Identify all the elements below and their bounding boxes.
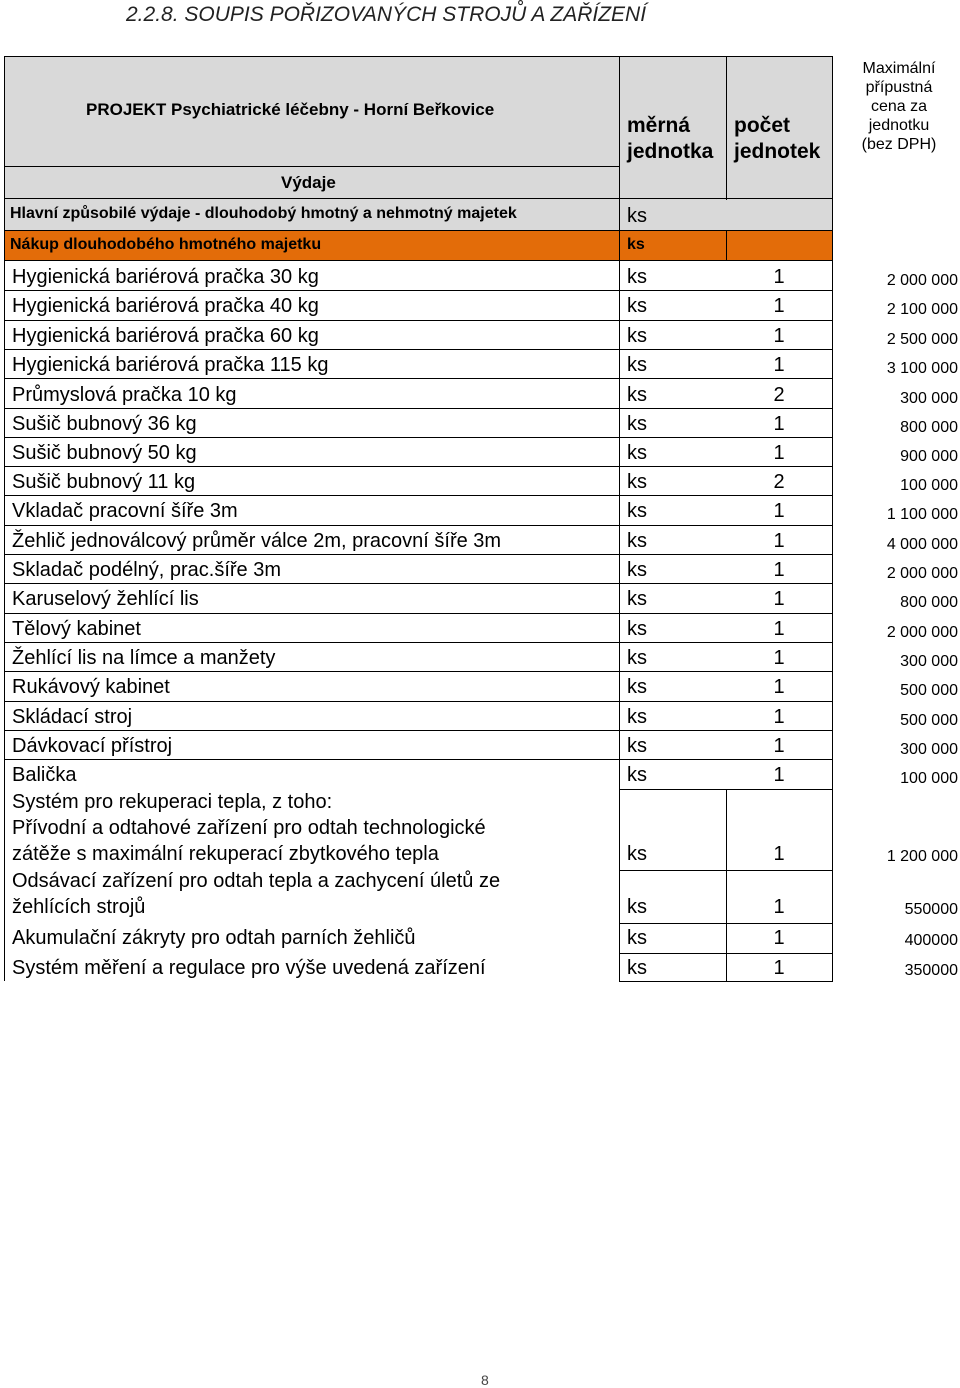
grid-line	[619, 981, 833, 982]
grid-line	[4, 290, 833, 291]
table-row-price: 300 000	[900, 653, 958, 670]
table-row-price: 900 000	[900, 448, 958, 465]
table-row-count: 1	[773, 413, 785, 435]
table-row-unit: ks	[627, 588, 647, 610]
grid-line	[4, 671, 833, 672]
table-row-unit: ks	[627, 413, 647, 435]
table-row-unit: ks	[627, 500, 647, 522]
table-row-unit: ks	[627, 618, 647, 640]
table-row-price: 500 000	[900, 712, 958, 729]
table-row-unit: ks	[627, 676, 647, 698]
table-row-name: Balička	[12, 764, 77, 786]
recovery-price: 1 200 000	[886, 848, 958, 865]
table-row-unit: ks	[627, 354, 647, 376]
table-row-price: 300 000	[900, 390, 958, 407]
grid-line	[4, 230, 833, 231]
table-row-name: Průmyslová pračka 10 kg	[12, 384, 237, 406]
table-row-count: 1	[773, 957, 785, 979]
grid-line	[4, 378, 833, 379]
grid-line	[726, 230, 727, 260]
recovery-unit: ks	[627, 896, 647, 918]
grid-line	[4, 613, 833, 614]
table-row-unit: ks	[627, 384, 647, 406]
recovery-line: zátěže s maximální rekuperací zbytkového tepla	[12, 843, 439, 865]
table-row-unit: ks	[627, 706, 647, 728]
price-header-line: (bez DPH)	[861, 136, 937, 153]
table-row-price: 300 000	[900, 741, 958, 758]
grid-line	[4, 495, 833, 496]
table-row-name: Karuselový žehlící lis	[12, 588, 199, 610]
price-header-line: jednotku	[868, 117, 930, 134]
table-row-count: 2	[773, 384, 785, 406]
grid-line	[832, 56, 833, 260]
grid-line	[4, 730, 833, 731]
table-row-unit: ks	[627, 735, 647, 757]
grid-line	[4, 583, 833, 584]
grid-line	[619, 56, 620, 981]
grid-line	[4, 525, 833, 526]
table-row-name: Skladač podélný, prac.šíře 3m	[12, 559, 282, 581]
grid-line	[4, 554, 833, 555]
grid-line	[4, 408, 833, 409]
table-row-unit: ks	[627, 957, 647, 979]
table-row-count: 1	[773, 559, 785, 581]
table-row-name: Žehlící lis na límce a manžety	[12, 647, 276, 669]
main-expense-label: Hlavní způsobilé výdaje - dlouhodobý hmotný a nehmotný majetek	[10, 205, 517, 222]
table-row-name: Rukávový kabinet	[12, 676, 170, 698]
table-row-count: 1	[773, 442, 785, 464]
grid-line	[4, 56, 5, 260]
table-row-name: Hygienická bariérová pračka 115 kg	[12, 354, 329, 376]
project-title: PROJEKT Psychiatrické léčebny - Horní Beřkovice	[86, 100, 495, 119]
table-row-name: Skládací stroj	[12, 706, 133, 728]
table-row-count: 2	[773, 471, 785, 493]
purchase-unit: ks	[627, 236, 645, 253]
table-row-price: 3 100 000	[886, 360, 958, 377]
recovery-unit: ks	[627, 843, 647, 865]
table-row-name: Akumulační zákryty pro odtah parních žehličů	[12, 927, 416, 949]
table-row-name: Žehlič jednoválcový průměr válce 2m, pracovní šíře 3m	[12, 530, 502, 552]
grid-line	[4, 166, 619, 167]
section-heading: 2.2.8. SOUPIS POŘIZOVANÝCH STROJŮ A ZAŘÍZENÍ	[126, 3, 647, 26]
price-header-line: Maximální	[862, 60, 936, 77]
table-row-unit: ks	[627, 442, 647, 464]
table-row-count: 1	[773, 706, 785, 728]
grid-line	[4, 701, 833, 702]
table-row-count: 1	[773, 764, 785, 786]
table-row-count: 1	[773, 354, 785, 376]
table-row-name: Sušič bubnový 36 kg	[12, 413, 197, 435]
table-row-name: Dávkovací přístroj	[12, 735, 173, 757]
table-row-unit: ks	[627, 266, 647, 288]
table-row-price: 1 100 000	[886, 506, 958, 523]
table-row-name: Tělový kabinet	[12, 618, 141, 640]
recovery-count: 1	[773, 896, 785, 918]
price-header-line: cena za	[870, 98, 928, 115]
table-row-price: 800 000	[900, 594, 958, 611]
table-row-unit: ks	[627, 295, 647, 317]
grid-line	[4, 260, 5, 981]
table-row-unit: ks	[627, 325, 647, 347]
table-row-name: Hygienická bariérová pračka 40 kg	[12, 295, 319, 317]
recovery-count: 1	[773, 843, 785, 865]
table-row-name: Hygienická bariérová pračka 60 kg	[12, 325, 319, 347]
table-row-price: 4 000 000	[886, 536, 958, 553]
table-row-unit: ks	[627, 764, 647, 786]
table-row-count: 1	[773, 266, 785, 288]
price-header	[840, 58, 958, 156]
table-row-count: 1	[773, 530, 785, 552]
table-row-count: 1	[773, 500, 785, 522]
grid-line	[4, 759, 833, 760]
purchase-label: Nákup dlouhodobého hmotného majetku	[10, 236, 322, 253]
table-row-unit: ks	[627, 530, 647, 552]
table-row-price: 500 000	[900, 682, 958, 699]
grid-line	[4, 349, 833, 350]
table-row-price: 800 000	[900, 419, 958, 436]
recovery-line: žehlících strojů	[12, 896, 146, 918]
count-header-line1: počet	[734, 114, 791, 137]
table-row-price: 2 000 000	[886, 565, 958, 582]
table-row-price: 2 100 000	[886, 301, 958, 318]
unit-header-line2: jednotka	[627, 140, 714, 163]
table-row-price: 400000	[904, 932, 958, 949]
grid-line	[832, 260, 833, 981]
table-row-name: Vkladač pracovní šíře 3m	[12, 500, 238, 522]
table-row-price: 350000	[904, 962, 958, 979]
grid-line	[4, 56, 833, 57]
table-row-count: 1	[773, 647, 785, 669]
recovery-line: Odsávací zařízení pro odtah tepla a zachycení úletů ze	[12, 870, 501, 892]
main-expense-unit: ks	[627, 205, 647, 227]
grid-line	[4, 466, 833, 467]
recovery-line: Přívodní a odtahové zařízení pro odtah technologické	[12, 817, 486, 839]
table-row-price: 100 000	[900, 770, 958, 787]
grid-line	[4, 260, 833, 261]
recovery-price: 550000	[904, 901, 958, 918]
table-row-name: Hygienická bariérová pračka 30 kg	[12, 266, 319, 288]
table-row-count: 1	[773, 676, 785, 698]
grid-line	[4, 437, 833, 438]
grid-line	[4, 642, 833, 643]
grid-line	[4, 320, 833, 321]
header-left-block	[4, 56, 619, 230]
unit-header-line1: měrná	[627, 114, 691, 137]
recovery-intro: Systém pro rekuperaci tepla, z toho:	[12, 791, 333, 813]
table-row-price: 2 500 000	[886, 331, 958, 348]
vydaje-label: Výdaje	[281, 173, 336, 192]
table-row-count: 1	[773, 325, 785, 347]
table-row-unit: ks	[627, 559, 647, 581]
table-row-name: Systém měření a regulace pro výše uvedená zařízení	[12, 957, 486, 979]
grid-line	[726, 789, 727, 981]
table-row-count: 1	[773, 735, 785, 757]
table-row-price: 2 000 000	[886, 272, 958, 289]
table-row-count: 1	[773, 618, 785, 640]
table-row-count: 1	[773, 927, 785, 949]
table-row-unit: ks	[627, 471, 647, 493]
table-row-unit: ks	[627, 927, 647, 949]
table-row-name: Sušič bubnový 50 kg	[12, 442, 197, 464]
grid-line	[726, 56, 727, 200]
table-row-count: 1	[773, 588, 785, 610]
grid-line	[4, 198, 833, 199]
table-row-price: 100 000	[900, 477, 958, 494]
table-row-unit: ks	[627, 647, 647, 669]
price-header-line: přípustná	[865, 79, 933, 96]
table-row-count: 1	[773, 295, 785, 317]
table-row-price: 2 000 000	[886, 624, 958, 641]
table-row-name: Sušič bubnový 11 kg	[12, 471, 196, 493]
page-number: 8	[481, 1372, 489, 1388]
count-header-line2: jednotek	[734, 140, 821, 163]
